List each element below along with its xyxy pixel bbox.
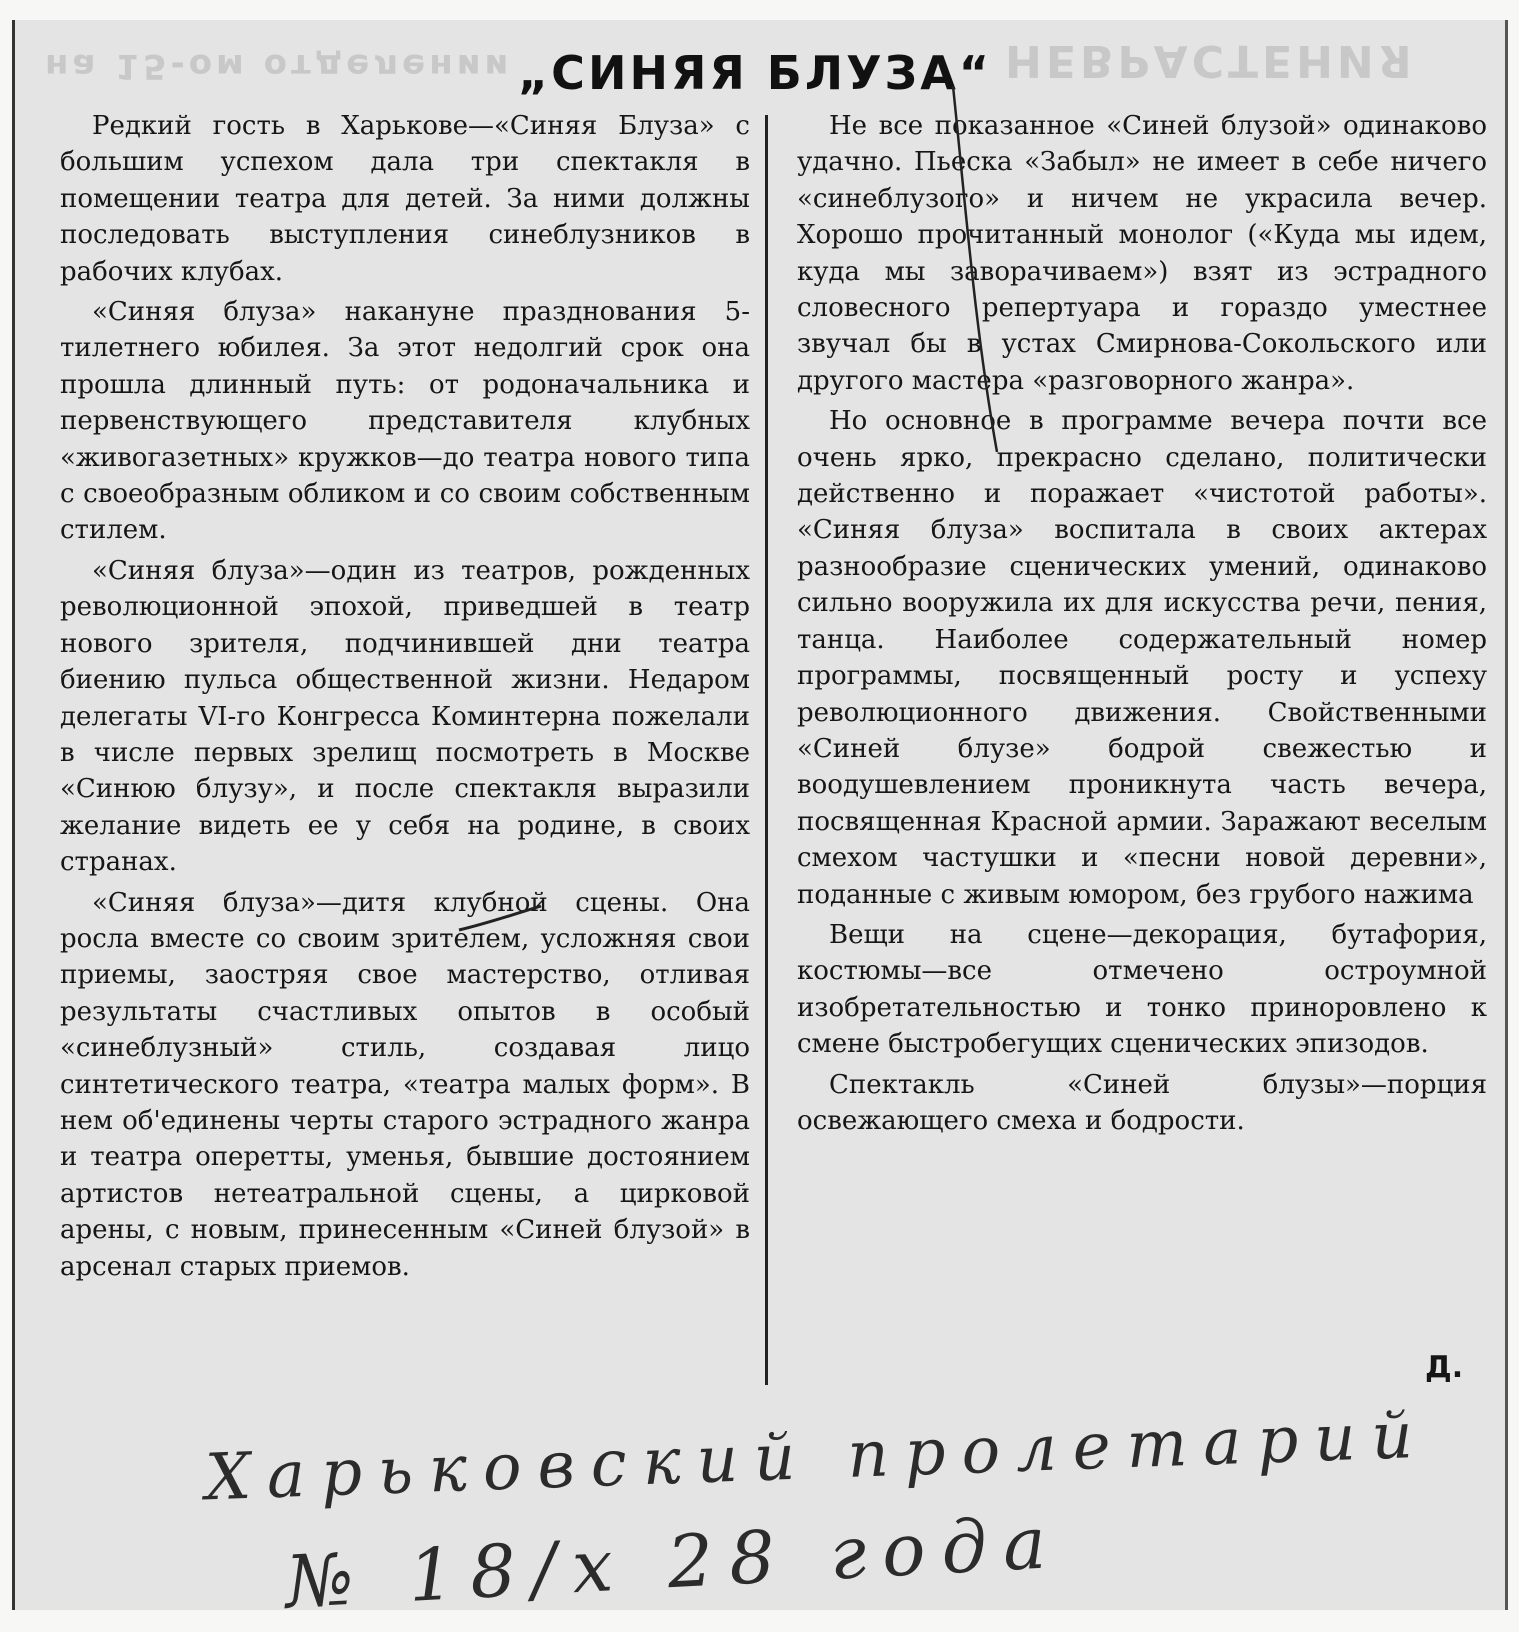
left-column (60, 108, 750, 1285)
article-title: „СИНЯЯ БЛУЗА“ (517, 46, 993, 100)
paragraph: Спектакль «Синей блузы»—порция освежающего смеха и бодрости. (797, 1069, 1487, 1136)
handwritten-source-note: Харьковский пролетарий (204, 1398, 1430, 1516)
paragraph: «Синяя блуза»—дитя клубной сцены. Она росла вместе со своим зрителем, усложняя свои приемы, заостряя свое мастерство, отливая результаты счастливых опытов в особый «синеблузный» стиль, создавая лицо синтетического театра, «театра малых форм». В нем об'единены черты старого эстрадного жанра и театра оперетты, уменья, бывшие достоянием артистов нетеатральной сцены, а цирковой арены, с новым, принесенным «Синей блузой» в арсенал старых приемов. (60, 887, 750, 1282)
newspaper-clipping (12, 20, 1508, 1625)
bleed-through-text-right: НЕВРАСТЕНИЯ (1005, 35, 1416, 86)
pencil-stroke-mark (945, 80, 1005, 460)
handwritten-date-note: № 18/x 28 года (283, 1499, 1064, 1625)
column-divider (765, 115, 768, 1385)
paragraph: Но основное в программе вечера почти все очень ярко, прекрасно сделано, политически действенно и поражает «чистотой работы». «Синяя блуза» воспитала в своих актерах разнообразие сценических умений, одинаково сильно вооружила их для искусства речи, пения, танца. Наиболее содержательный номер программы, посвященный росту и успеху революционного движения. Свойственными «Синей блузе» бодрой свежестью и воодушевлением проникнута часть вечера, посвященная Красной армии. Заражают веселым смехом частушки и «песни новой деревни», поданные с живым юмором, без грубого нажима (797, 406, 1487, 910)
pen-underline-mark (455, 900, 545, 940)
right-column (797, 108, 1487, 1139)
paragraph: Не все показанное «Синей блузой» одинаково удачно. Пьеска «Забыл» не имеет в себе ничего «синеблузого» и ничем не украсила вечер. Хорошо прочитанный монолог («Куда мы идем, куда мы заворачиваем») взят из эстрадного словесного репертуара и гораздо уместнее звучал бы в устах Смирнова-Сокольского или другого мастера «разговорного жанра». (797, 111, 1487, 396)
paragraph: «Синяя блуза» накануне празднования 5-тилетнего юбилея. За этот недолгий срок она прошла длинный путь: от родоначальника и первенствующего представителя клубных «живогазетных» кружков—до театра нового типа с своеобразным обликом и со своим собственным стилем. (60, 297, 750, 546)
author-signature: Д. (1425, 1350, 1464, 1385)
paragraph: «Синяя блуза»—один из театров, рожденных революционной эпохой, приведшей в театр нового зрителя, подчинившей дни театра биению пульса общественной жизни. Недаром делегаты VI-го Конгресса Коминтерна пожелали в числе первых зрелищ посмотреть в Москве «Синюю блузу», и после спектакля выразили желание видеть ее у себя на родине, в своих странах. (60, 555, 750, 878)
bleed-through-text-left: на 15-ом отделении (45, 46, 513, 86)
paragraph: Редкий гость в Харькове—«Синяя Блуза» с большим успехом дала три спектакля в помещении театра для детей. За ними должны последовать выступления синеблузников в рабочих клубах. (60, 111, 750, 287)
paragraph: Вещи на сцене—декорация, бутафория, костюмы—все отмечено остроумной изобретательностью и тонко приноровлено к смене быстробегущих сценических эпизодов. (797, 919, 1487, 1060)
